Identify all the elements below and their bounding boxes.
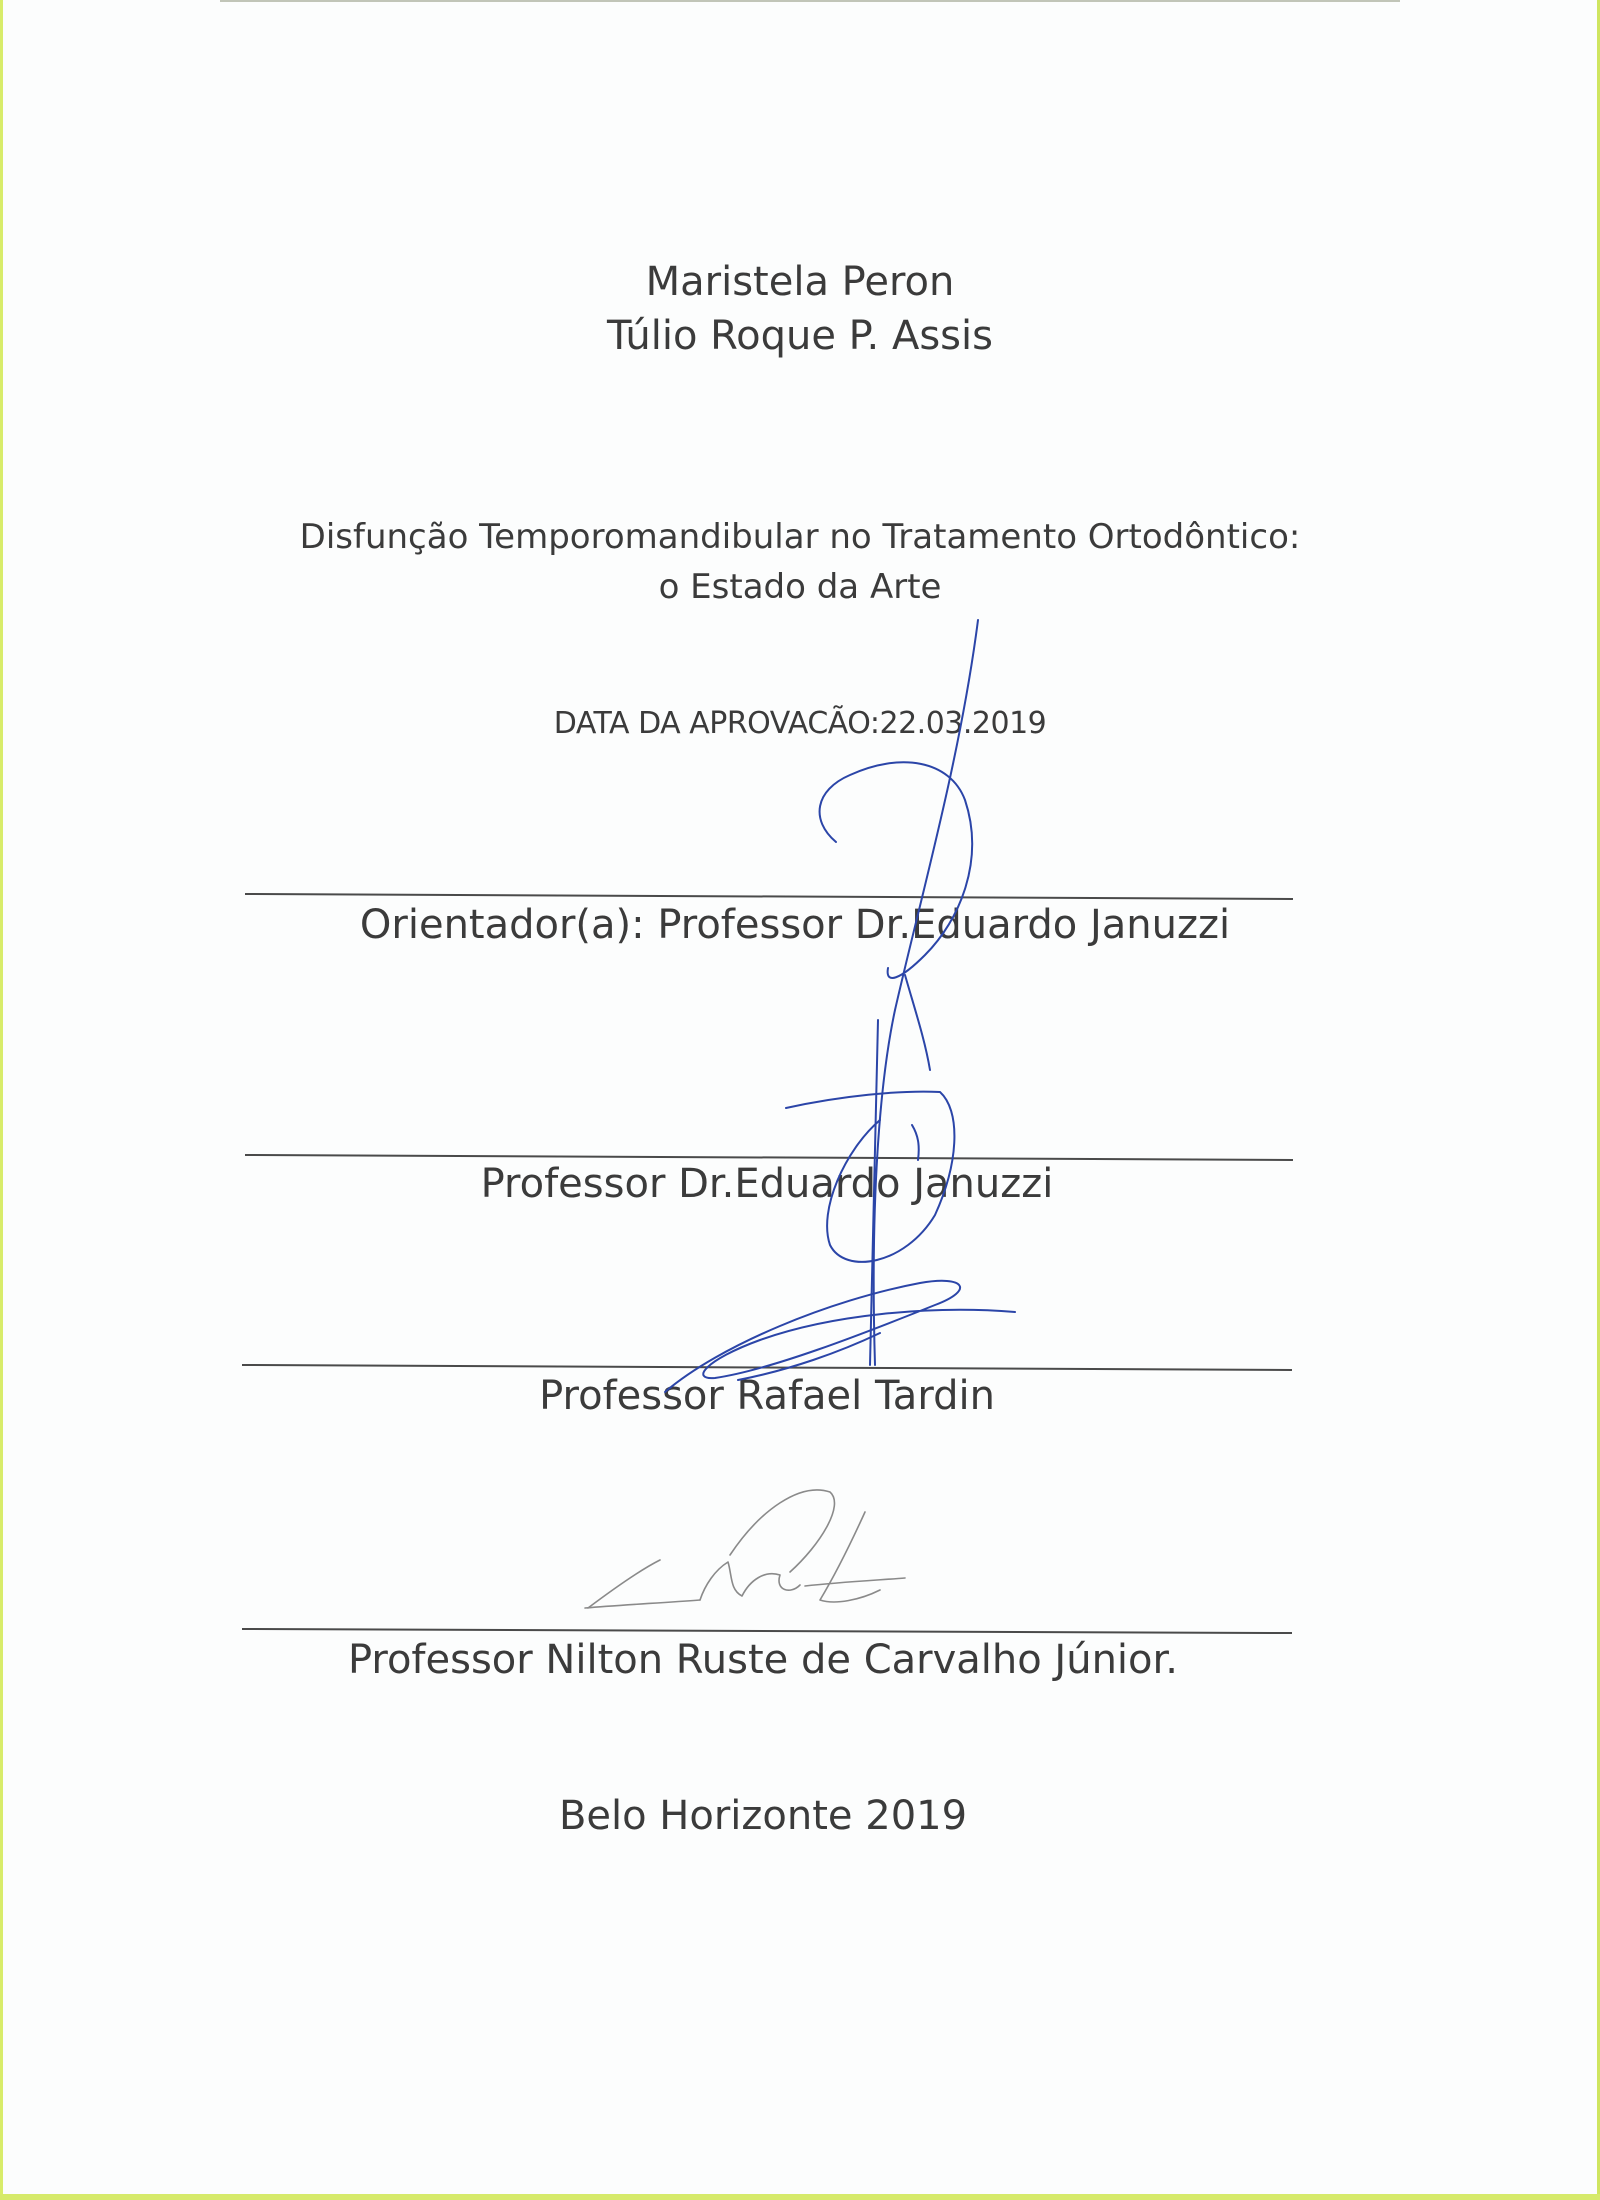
signature-line	[242, 1628, 1292, 1634]
signature-line	[245, 893, 1293, 900]
title-line: o Estado da Arte	[658, 567, 942, 607]
signatory-name: Professor Dr.Eduardo Januzzi	[480, 1161, 1054, 1207]
scan-edge-top	[220, 0, 1400, 2]
author-name: Maristela Peron	[645, 259, 955, 305]
city-year: Belo Horizonte 2019	[558, 1793, 968, 1839]
signatory-name: Orientador(a): Professor Dr.Eduardo Januzzi	[359, 902, 1231, 948]
authors-block	[0, 255, 1600, 363]
title-line: Disfunção Temporomandibular no Tratamento Ortodôntico:	[299, 517, 1301, 557]
scan-edge-bottom	[0, 2194, 1600, 2200]
author-name: Túlio Roque P. Assis	[607, 313, 993, 359]
signature-line	[242, 1364, 1292, 1371]
document-title	[0, 512, 1600, 612]
signatory-name: Professor Rafael Tardin	[539, 1373, 995, 1419]
signatory-name: Professor Nilton Ruste de Carvalho Júnior.	[347, 1637, 1179, 1683]
signature-gray	[585, 1490, 905, 1608]
approval-date: DATA DA APROVACÃO:22.03.2019	[553, 706, 1047, 741]
